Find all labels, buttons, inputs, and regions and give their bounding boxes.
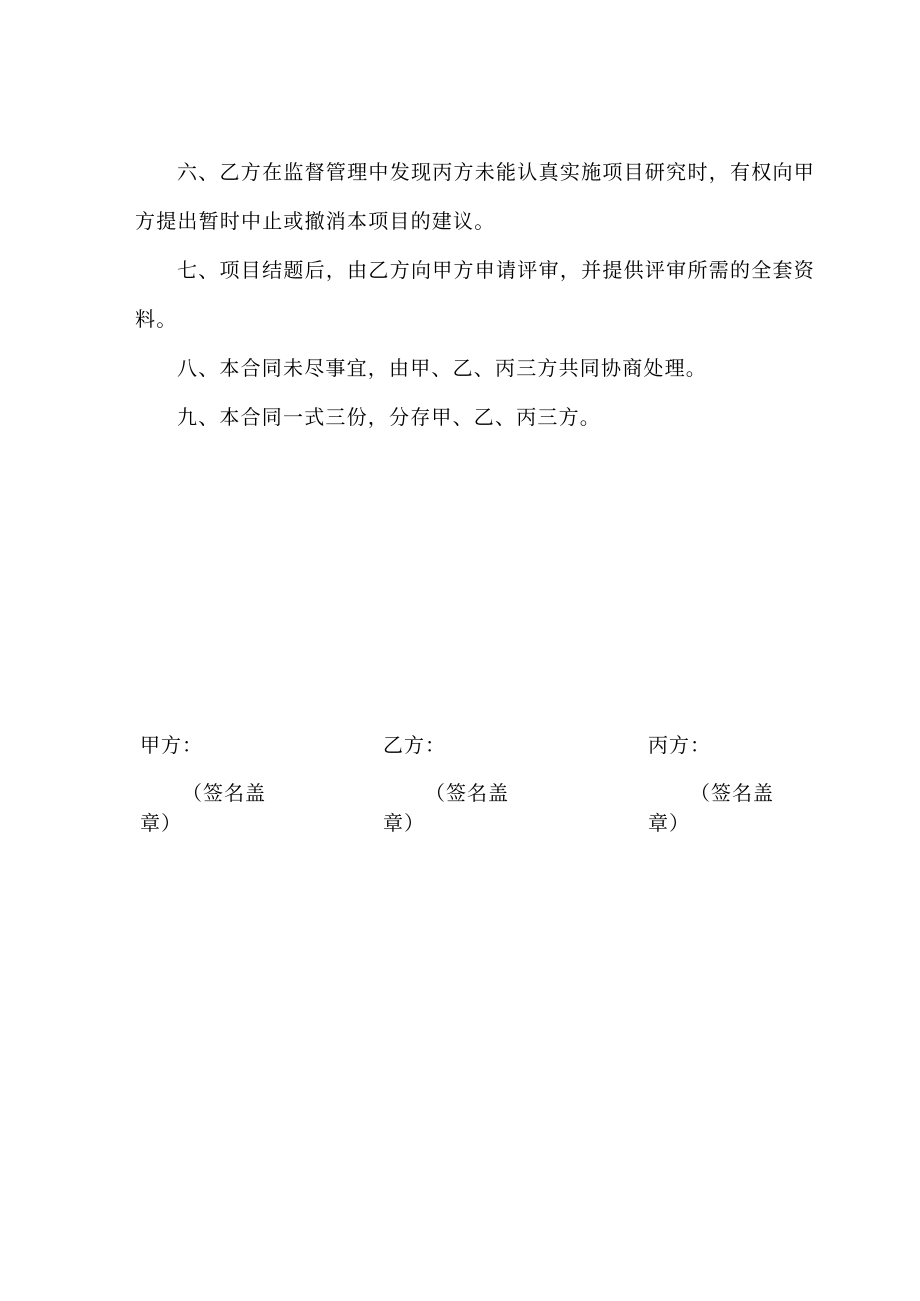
signature-party-b — [383, 730, 523, 838]
party-c-label: 丙方： — [648, 733, 711, 757]
signature-party-a — [140, 730, 280, 838]
party-b-label: 乙方： — [383, 733, 446, 757]
clause-9: 九、本合同一式三份，分存甲、乙、丙三方。 — [177, 405, 601, 429]
party-c-seal-note: （签名盖章） — [648, 781, 774, 835]
clause-7: 七、项目结题后，由乙方向甲方申请评审，并提供评审所需的全套资料。 — [135, 258, 815, 331]
clause-8: 八、本合同未尽事宜，由甲、乙、丙三方共同协商处理。 — [177, 356, 707, 380]
signature-party-c — [648, 730, 788, 838]
party-a-seal-note: （签名盖章） — [140, 781, 266, 835]
clause-6: 六、乙方在监督管理中发现丙方未能认真实施项目研究时，有权向甲方提出暂时中止或撤消本项目的建议。 — [135, 160, 815, 233]
contract-clauses — [135, 148, 815, 442]
party-a-label: 甲方： — [140, 733, 203, 757]
party-b-seal-note: （签名盖章） — [383, 781, 509, 835]
